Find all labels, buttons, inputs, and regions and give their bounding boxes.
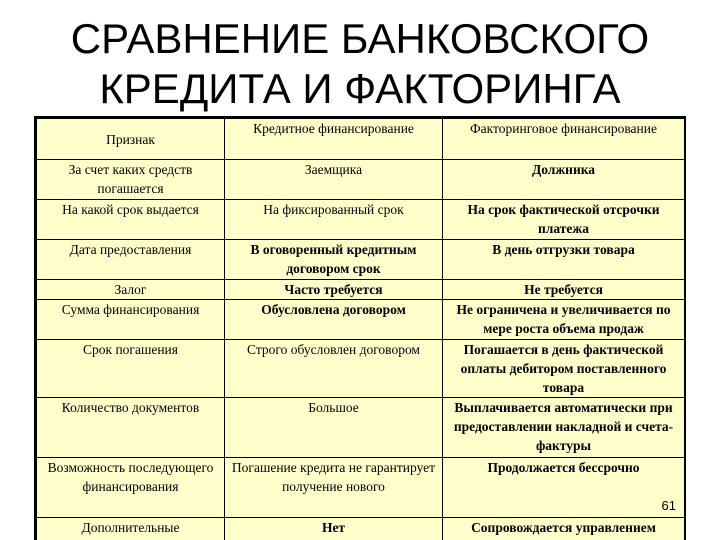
table-row: [37, 200, 685, 240]
row-factoring-cell: Погашается в день фактической оплаты дебитором поставленного товара: [443, 340, 685, 398]
title-line-1: СРАВНЕНИЕ БАНКОВСКОГО: [70, 15, 650, 62]
row-factoring-cell: Сопровождается управлением: [443, 518, 685, 540]
row-feature-cell: Залог: [37, 280, 225, 300]
header-feature: Признак: [37, 119, 225, 160]
comparison-table: [34, 116, 686, 540]
row-feature-cell: Срок погашения: [37, 340, 225, 398]
header-factoring: Факторинговое финансирование: [443, 119, 685, 160]
row-factoring-cell: Выплачивается автоматически при предоставлении накладной и счета-фактуры: [443, 398, 685, 458]
row-feature-cell: За счет каких средств погашается: [37, 160, 225, 200]
table-row: [37, 280, 685, 300]
row-factoring-cell: Продолжается бессрочно: [443, 458, 685, 518]
row-credit-cell: Большое: [225, 398, 443, 458]
row-credit-cell: Обусловлена договором: [225, 300, 443, 340]
table-header-row: [37, 119, 685, 160]
row-feature-cell: На какой срок выдается: [37, 200, 225, 240]
row-credit-cell: Часто требуется: [225, 280, 443, 300]
row-credit-cell: Заемщика: [225, 160, 443, 200]
row-feature-cell: Дополнительные: [37, 518, 225, 540]
row-factoring-cell: Не требуется: [443, 280, 685, 300]
row-factoring-cell: В день отгрузки товара: [443, 240, 685, 280]
row-credit-cell: Погашение кредита не гарантирует получение нового: [225, 458, 443, 518]
row-credit-cell: В оговоренный кредитным договором срок: [225, 240, 443, 280]
header-credit: Кредитное финансирование: [225, 119, 443, 160]
table-row: [37, 458, 685, 518]
title-line-2: КРЕДИТА И ФАКТОРИНГА: [99, 65, 621, 112]
row-feature-cell: Сумма финансирования: [37, 300, 225, 340]
row-feature-cell: Возможность последующего финансирования: [37, 458, 225, 518]
row-factoring-cell: Не ограничена и увеличивается по мере роста объема продаж: [443, 300, 685, 340]
row-credit-cell: На фиксированный срок: [225, 200, 443, 240]
table-row: [37, 240, 685, 280]
table-row: [37, 398, 685, 458]
row-factoring-cell: Должника: [443, 160, 685, 200]
table-row: [37, 300, 685, 340]
page-number: 61: [661, 498, 676, 513]
row-credit-cell: Нет: [225, 518, 443, 540]
row-feature-cell: Дата предоставления: [37, 240, 225, 280]
slide-title: [0, 14, 720, 114]
row-feature-cell: Количество документов: [37, 398, 225, 458]
row-factoring-cell: На срок фактической отсрочки платежа: [443, 200, 685, 240]
table-row: [37, 518, 685, 540]
table-row: [37, 340, 685, 398]
table-row: [37, 160, 685, 200]
row-credit-cell: Строго обусловлен договором: [225, 340, 443, 398]
